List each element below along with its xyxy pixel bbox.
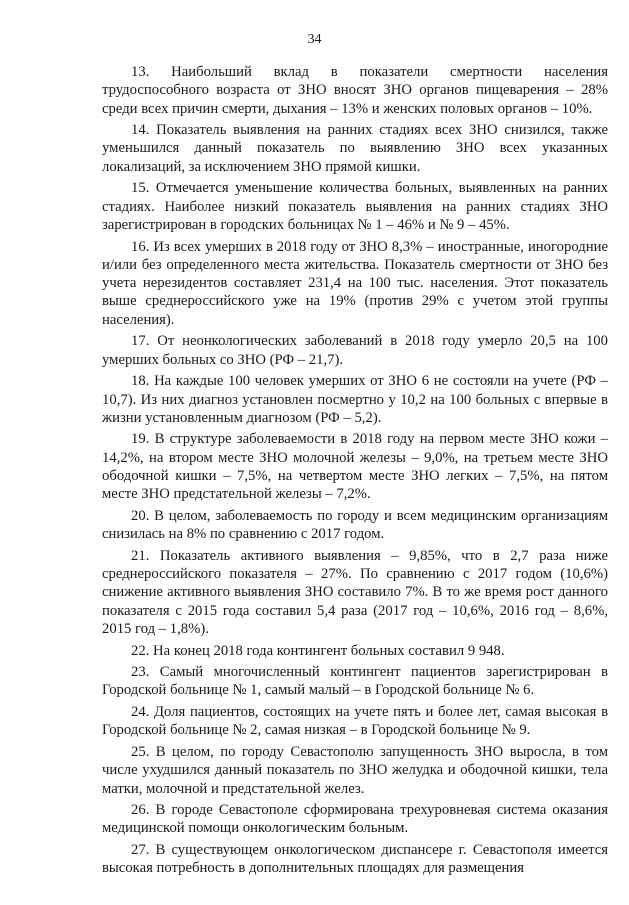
- paragraph-22: 22. На конец 2018 года контингент больных составил 9 948.: [131, 642, 505, 659]
- paragraph-17: 17. От неонкологических заболеваний в 2018 году умерло 20,5 на 100 умерших больных со ЗНО (РФ – 21,7).: [102, 333, 608, 368]
- paragraph-19: 19. В структуре заболеваемости в 2018 году на первом месте ЗНО кожи – 14,2%, на втором месте ЗНО молочной железы – 9,0%, на третьем месте ЗНО ободочной кишки – 7,5%, на четвертом месте ЗНО легких – 7,5%, на пятом месте ЗНО предстательной железы – 7,2%.: [102, 431, 608, 503]
- paragraph-18: 18. На каждые 100 человек умерших от ЗНО 6 не состояли на учете (РФ – 10,7). Из них диагноз установлен посмертно у 10,2 на 100 больных с впервые в жизни установленным диагнозом (РФ – 5,2).: [102, 373, 608, 426]
- paragraph-23: 23. Самый многочисленный контингент пациентов зарегистрирован в Городской больнице № 1, самый малый – в Городской больнице № 6.: [102, 664, 608, 699]
- paragraph-16: 16. Из всех умерших в 2018 году от ЗНО 8,3% – иностранные, иногородние и/или без определенного места жительства. Показатель смертности от ЗНО без учета нерезидентов составляет 231,4 на 100 тыс. населения. Этот показатель выше среднероссийского уже на 19% (против 29% с учетом этой группы населения).: [102, 238, 608, 328]
- document-body: [102, 63, 608, 881]
- paragraph-13: 13. Наибольший вклад в показатели смертности населения трудоспособного возраста от ЗНО вносят ЗНО органов пищеварения – 28% среди всех причин смерти, дыхания – 13% и женских половых органов – 10%.: [102, 64, 608, 117]
- paragraph-14: 14. Показатель выявления на ранних стадиях всех ЗНО снизился, также уменьшился данный показатель по выявлению ЗНО всех указанных локализаций, за исключением ЗНО прямой кишки.: [102, 122, 608, 175]
- paragraph-26: 26. В городе Севастополе сформирована трехуровневая система оказания медицинской помощи онкологическим больным.: [102, 802, 608, 837]
- page-number: 34: [307, 32, 322, 47]
- paragraph-25: 25. В целом, по городу Севастополю запущенность ЗНО выросла, в том числе ухудшился данный показатель по ЗНО желудка и ободочной кишки, тела матки, молочной и предстательной желез.: [102, 743, 608, 797]
- paragraph-20: 20. В целом, заболеваемость по городу и всем медицинским организациям снизилась на 8% по сравнению с 2017 годом.: [102, 507, 608, 543]
- paragraph-24: 24. Доля пациентов, состоящих на учете пять и более лет, самая высокая в Городской больнице № 2, самая низкая – в Городской больнице № 9.: [102, 704, 608, 739]
- paragraph-15: 15. Отмечается уменьшение количества больных, выявленных на ранних стадиях. Наиболее низкий показатель выявления на ранних стадиях ЗНО зарегистрирован в городских больницах № 1 – 46% и № 9 – 45%.: [102, 180, 608, 233]
- paragraph-21: 21. Показатель активного выявления – 9,85%, что в 2,7 раза ниже среднероссийского показателя – 27%. По сравнению с 2017 годом (10,6%) снижение активного выявления ЗНО составило 7%. В то же время рост данного показателя с 2015 года составил 5,4 раза (2017 год – 10,6%, 2016 год – 8,6%, 2015 год – 1,8%).: [102, 547, 608, 637]
- paragraph-27: 27. В существующем онкологическом диспансере г. Севастополя имеется высокая потребность в дополнительных площадях для размещения: [102, 842, 608, 877]
